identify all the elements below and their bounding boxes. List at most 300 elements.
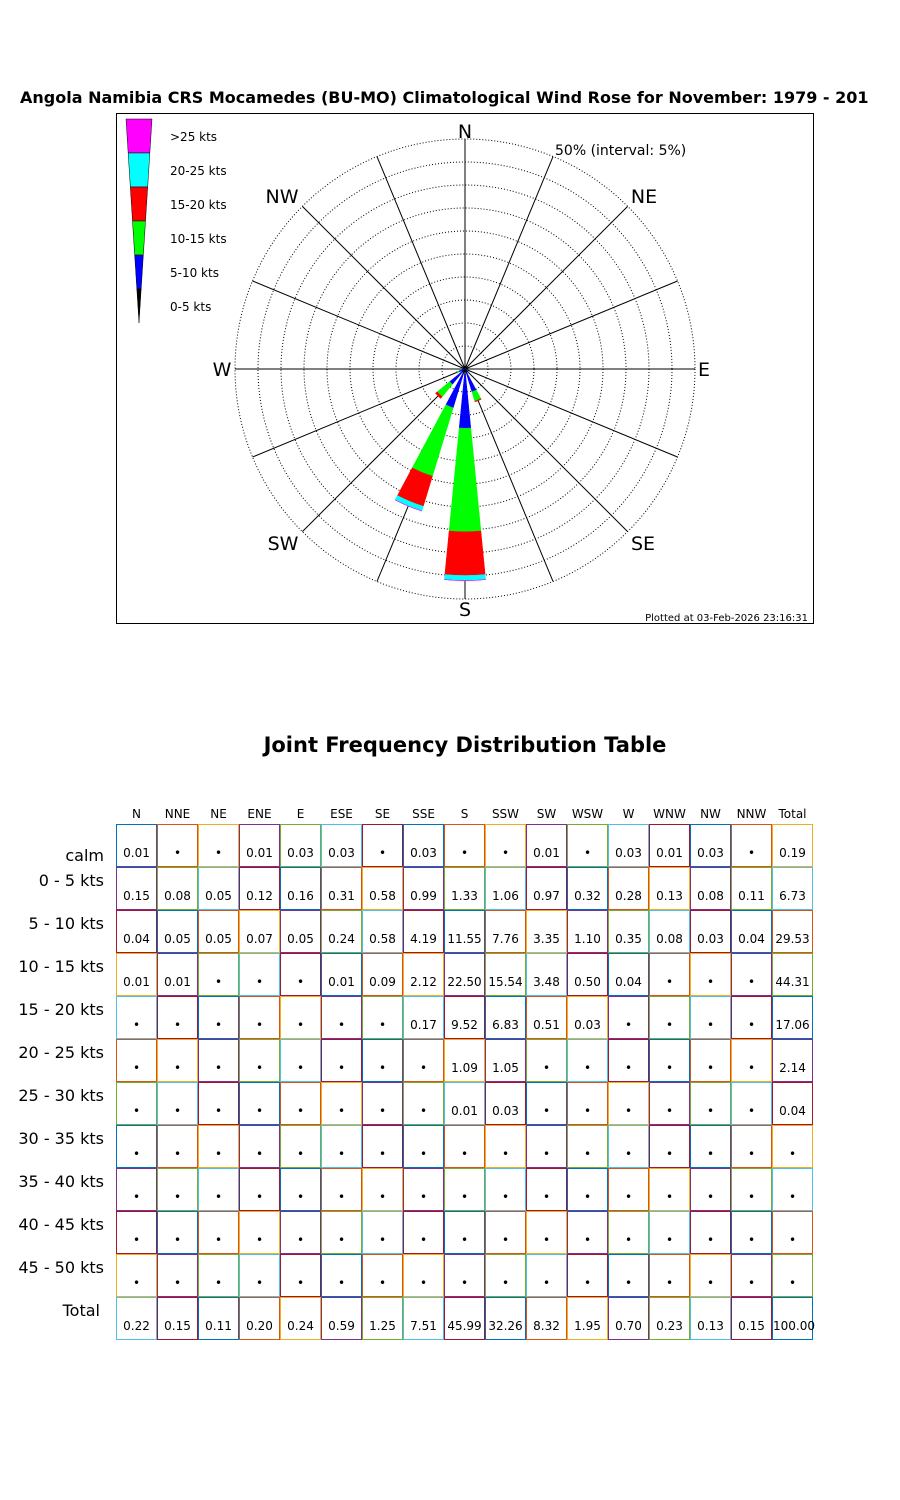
- table-cell: [772, 867, 813, 910]
- table-cell: [608, 1168, 649, 1211]
- cell-value: •: [747, 846, 756, 860]
- rose-spoke: [465, 369, 677, 457]
- table-cell: [239, 1254, 280, 1297]
- table-cell: [772, 1297, 813, 1340]
- table-cell: [157, 996, 198, 1039]
- table-cell: [772, 824, 813, 867]
- table-cell: [444, 1168, 485, 1211]
- cell-value: •: [173, 1233, 182, 1247]
- table-cell: [485, 1082, 526, 1125]
- cell-value: •: [788, 1190, 797, 1204]
- table-cell: [157, 1125, 198, 1168]
- table-cell: [362, 1039, 403, 1082]
- cell-value: 7.51: [410, 1319, 437, 1333]
- table-cell: [690, 1039, 731, 1082]
- cell-value: 9.52: [451, 1018, 478, 1032]
- compass-se: SE: [630, 533, 656, 555]
- column-header: SE: [374, 807, 391, 821]
- table-cell: [731, 910, 772, 953]
- cell-value: •: [132, 1104, 141, 1118]
- plotted-at: Plotted at 03-Feb-2026 23:16:31: [645, 613, 808, 624]
- cell-value: •: [378, 1061, 387, 1075]
- cell-value: 0.22: [123, 1319, 150, 1333]
- table-cell: [362, 1297, 403, 1340]
- cell-value: 6.73: [779, 889, 806, 903]
- cell-value: 0.01: [164, 975, 191, 989]
- table-cell: [649, 1039, 690, 1082]
- rose-spoke: [253, 281, 465, 369]
- compass-n: N: [457, 121, 473, 143]
- table-cell: [403, 1254, 444, 1297]
- cell-value: •: [583, 1276, 592, 1290]
- cell-value: 0.04: [615, 975, 642, 989]
- cell-value: 0.03: [410, 846, 437, 860]
- cell-value: •: [173, 1276, 182, 1290]
- column-header: S: [460, 807, 469, 821]
- table-cell: [567, 996, 608, 1039]
- table-cell: [649, 1297, 690, 1340]
- row-header: 40 - 45 kts: [18, 1215, 104, 1234]
- cell-value: •: [296, 1147, 305, 1161]
- table-cell: [567, 1125, 608, 1168]
- row-header: 5 - 10 kts: [28, 914, 104, 933]
- table-cell: [116, 953, 157, 996]
- table-cell: [526, 1082, 567, 1125]
- cell-value: •: [542, 1233, 551, 1247]
- table-cell: [485, 953, 526, 996]
- table-cell: [321, 1297, 362, 1340]
- table-cell: [362, 996, 403, 1039]
- table-cell: [321, 1254, 362, 1297]
- table-cell: [608, 867, 649, 910]
- table-cell: [403, 1211, 444, 1254]
- table-cell: [239, 824, 280, 867]
- table-cell: [731, 1039, 772, 1082]
- table-cell: [157, 1297, 198, 1340]
- cell-value: •: [419, 1190, 428, 1204]
- cell-value: 0.50: [574, 975, 601, 989]
- column-header: W: [622, 807, 635, 821]
- table-cell: [198, 996, 239, 1039]
- table-cell: [485, 824, 526, 867]
- table-cell: [526, 1039, 567, 1082]
- cell-value: 0.07: [246, 932, 273, 946]
- table-cell: [116, 1039, 157, 1082]
- legend-swatch: [128, 153, 150, 187]
- table-cell: [526, 1297, 567, 1340]
- table-cell: [567, 1211, 608, 1254]
- cell-value: •: [255, 1018, 264, 1032]
- cell-value: •: [296, 975, 305, 989]
- table-cell: [690, 1297, 731, 1340]
- table-cell: [444, 824, 485, 867]
- cell-value: 4.19: [410, 932, 437, 946]
- cell-value: •: [788, 1147, 797, 1161]
- cell-value: 7.76: [492, 932, 519, 946]
- cell-value: •: [337, 1061, 346, 1075]
- table-cell: [649, 910, 690, 953]
- table-cell: [608, 1297, 649, 1340]
- cell-value: 29.53: [775, 932, 810, 946]
- cell-value: •: [747, 1147, 756, 1161]
- cell-value: •: [460, 1147, 469, 1161]
- cell-value: •: [665, 1233, 674, 1247]
- table-cell: [567, 910, 608, 953]
- table-cell: [731, 1168, 772, 1211]
- cell-value: •: [706, 1147, 715, 1161]
- cell-value: •: [214, 1061, 223, 1075]
- table-cell: [157, 1254, 198, 1297]
- table-cell: [772, 1168, 813, 1211]
- legend-swatch: [133, 221, 146, 255]
- cell-value: •: [747, 975, 756, 989]
- row-header: 30 - 35 kts: [18, 1129, 104, 1148]
- table-cell: [690, 1125, 731, 1168]
- table-cell: [362, 1125, 403, 1168]
- row-header: 20 - 25 kts: [18, 1043, 104, 1062]
- table-cell: [444, 1211, 485, 1254]
- table-cell: [567, 1039, 608, 1082]
- wind-rose-title: Angola Namibia CRS Mocamedes (BU-MO) Climatological Wind Rose for November: 1979 - 201: [20, 88, 869, 107]
- table-cell: [198, 1168, 239, 1211]
- cell-value: 0.03: [615, 846, 642, 860]
- table-cell: [444, 1125, 485, 1168]
- row-header: 0 - 5 kts: [38, 871, 104, 890]
- cell-value: •: [173, 1104, 182, 1118]
- table-cell: [403, 867, 444, 910]
- table-cell: [280, 824, 321, 867]
- table-cell: [157, 1039, 198, 1082]
- table-cell: [116, 996, 157, 1039]
- cell-value: •: [378, 1276, 387, 1290]
- cell-value: •: [214, 1018, 223, 1032]
- cell-value: •: [788, 1276, 797, 1290]
- table-cell: [116, 1082, 157, 1125]
- cell-value: 0.01: [328, 975, 355, 989]
- table-cell: [403, 1125, 444, 1168]
- table-cell: [690, 910, 731, 953]
- wind-rose-chart: [116, 113, 814, 624]
- table-cell: [116, 1254, 157, 1297]
- legend-label: 10-15 kts: [170, 232, 227, 246]
- cell-value: 0.01: [123, 975, 150, 989]
- table-cell: [731, 953, 772, 996]
- cell-value: 1.33: [451, 889, 478, 903]
- cell-value: •: [747, 1018, 756, 1032]
- cell-value: 0.35: [615, 932, 642, 946]
- table-cell: [567, 953, 608, 996]
- table-cell: [772, 1039, 813, 1082]
- table-cell: [157, 1168, 198, 1211]
- cell-value: •: [214, 846, 223, 860]
- rose-spoke: [465, 281, 677, 369]
- table-cell: [608, 1211, 649, 1254]
- table-cell: [198, 824, 239, 867]
- table-cell: [649, 1168, 690, 1211]
- cell-value: 0.01: [123, 846, 150, 860]
- cell-value: 1.05: [492, 1061, 519, 1075]
- cell-value: •: [378, 1018, 387, 1032]
- cell-value: 15.54: [488, 975, 523, 989]
- legend-label: 0-5 kts: [170, 300, 212, 314]
- cell-value: •: [173, 1190, 182, 1204]
- cell-value: 0.04: [123, 932, 150, 946]
- cell-value: 0.58: [369, 889, 396, 903]
- cell-value: •: [542, 1061, 551, 1075]
- cell-value: 0.15: [164, 1319, 191, 1333]
- table-cell: [280, 1082, 321, 1125]
- table-cell: [444, 1297, 485, 1340]
- compass-nw: NW: [265, 186, 299, 208]
- cell-value: •: [501, 1190, 510, 1204]
- cell-value: •: [542, 1147, 551, 1161]
- table-cell: [321, 1125, 362, 1168]
- table-cell: [444, 1082, 485, 1125]
- table-cell: [280, 1125, 321, 1168]
- rose-spoke: [377, 157, 465, 369]
- row-header: calm: [65, 846, 104, 865]
- cell-value: 0.12: [246, 889, 273, 903]
- table-cell: [526, 910, 567, 953]
- row-header: 25 - 30 kts: [18, 1086, 104, 1105]
- table-cell: [157, 910, 198, 953]
- table-cell: [772, 1211, 813, 1254]
- table-cell: [116, 1211, 157, 1254]
- table-cell: [731, 996, 772, 1039]
- column-header: E: [296, 807, 305, 821]
- table-cell: [608, 910, 649, 953]
- table-cell: [731, 1297, 772, 1340]
- table-cell: [280, 910, 321, 953]
- cell-value: •: [255, 1233, 264, 1247]
- cell-value: •: [706, 1104, 715, 1118]
- table-cell: [690, 824, 731, 867]
- table-cell: [567, 867, 608, 910]
- table-cell: [731, 824, 772, 867]
- table-cell: [157, 1211, 198, 1254]
- cell-value: 2.12: [410, 975, 437, 989]
- cell-value: 0.19: [779, 846, 806, 860]
- cell-value: 0.58: [369, 932, 396, 946]
- cell-value: •: [501, 1233, 510, 1247]
- cell-value: 44.31: [775, 975, 810, 989]
- table-cell: [239, 1211, 280, 1254]
- table-cell: [444, 1039, 485, 1082]
- cell-value: •: [214, 1233, 223, 1247]
- cell-value: 0.70: [615, 1319, 642, 1333]
- cell-value: 0.20: [246, 1319, 273, 1333]
- table-cell: [567, 824, 608, 867]
- cell-value: •: [665, 1061, 674, 1075]
- table-cell: [649, 1211, 690, 1254]
- cell-value: •: [747, 1104, 756, 1118]
- table-cell: [116, 824, 157, 867]
- table-cell: [567, 1168, 608, 1211]
- cell-value: 0.01: [246, 846, 273, 860]
- cell-value: •: [583, 1190, 592, 1204]
- cell-value: 45.99: [447, 1319, 482, 1333]
- legend-label: 5-10 kts: [170, 266, 219, 280]
- cell-value: •: [542, 1276, 551, 1290]
- joint-frequency-table: [0, 800, 900, 1360]
- table-cell: [526, 1254, 567, 1297]
- table-cell: [731, 1211, 772, 1254]
- cell-value: 0.01: [451, 1104, 478, 1118]
- cell-value: •: [337, 1190, 346, 1204]
- cell-value: •: [214, 1276, 223, 1290]
- cell-value: 17.06: [775, 1018, 810, 1032]
- table-cell: [198, 1297, 239, 1340]
- table-cell: [526, 824, 567, 867]
- cell-value: 0.11: [738, 889, 765, 903]
- table-cell: [362, 953, 403, 996]
- table-cell: [280, 1211, 321, 1254]
- legend-swatch: [137, 289, 141, 323]
- table-cell: [239, 1297, 280, 1340]
- cell-value: 0.03: [697, 932, 724, 946]
- table-cell: [772, 910, 813, 953]
- table-cell: [690, 867, 731, 910]
- table-cell: [198, 910, 239, 953]
- table-cell: [239, 867, 280, 910]
- cell-value: 0.59: [328, 1319, 355, 1333]
- cell-value: •: [583, 846, 592, 860]
- cell-value: 0.16: [287, 889, 314, 903]
- cell-value: 0.23: [656, 1319, 683, 1333]
- table-cell: [526, 953, 567, 996]
- cell-value: 100.00: [773, 1319, 815, 1333]
- cell-value: •: [419, 1276, 428, 1290]
- cell-value: •: [706, 1190, 715, 1204]
- table-cell: [321, 1168, 362, 1211]
- cell-value: •: [624, 1147, 633, 1161]
- cell-value: 1.10: [574, 932, 601, 946]
- table-cell: [772, 1254, 813, 1297]
- column-header: WNW: [653, 807, 686, 821]
- table-cell: [157, 824, 198, 867]
- table-cell: [444, 910, 485, 953]
- cell-value: 8.32: [533, 1319, 560, 1333]
- cell-value: •: [296, 1276, 305, 1290]
- cell-value: 6.83: [492, 1018, 519, 1032]
- cell-value: •: [665, 1190, 674, 1204]
- table-cell: [690, 996, 731, 1039]
- cell-value: 11.55: [447, 932, 482, 946]
- cell-value: •: [378, 846, 387, 860]
- table-cell: [116, 1297, 157, 1340]
- table-cell: [649, 1082, 690, 1125]
- cell-value: 0.05: [205, 889, 232, 903]
- cell-value: •: [255, 1104, 264, 1118]
- table-cell: [403, 953, 444, 996]
- table-cell: [649, 1254, 690, 1297]
- cell-value: •: [296, 1233, 305, 1247]
- cell-value: •: [132, 1190, 141, 1204]
- cell-value: 1.95: [574, 1319, 601, 1333]
- cell-value: •: [255, 1190, 264, 1204]
- table-cell: [731, 1254, 772, 1297]
- cell-value: 0.03: [492, 1104, 519, 1118]
- table-cell: [362, 824, 403, 867]
- table-cell: [690, 1082, 731, 1125]
- cell-value: •: [378, 1190, 387, 1204]
- table-cell: [608, 1039, 649, 1082]
- cell-value: 1.25: [369, 1319, 396, 1333]
- table-cell: [444, 1254, 485, 1297]
- cell-value: 0.04: [738, 932, 765, 946]
- table-cell: [690, 1211, 731, 1254]
- cell-value: 2.14: [779, 1061, 806, 1075]
- cell-value: •: [624, 1018, 633, 1032]
- cell-value: •: [337, 1147, 346, 1161]
- table-cell: [280, 1254, 321, 1297]
- compass-w: W: [212, 359, 232, 381]
- table-cell: [362, 1254, 403, 1297]
- cell-value: 0.09: [369, 975, 396, 989]
- rose-legend: [126, 119, 227, 323]
- cell-value: •: [255, 1147, 264, 1161]
- cell-value: •: [706, 1061, 715, 1075]
- cell-value: 3.48: [533, 975, 560, 989]
- table-cell: [198, 953, 239, 996]
- cell-value: •: [173, 846, 182, 860]
- cell-value: •: [337, 1104, 346, 1118]
- cell-value: 32.26: [488, 1319, 523, 1333]
- table-cell: [772, 1125, 813, 1168]
- cell-value: 0.24: [328, 932, 355, 946]
- table-cell: [485, 1168, 526, 1211]
- cell-value: •: [542, 1190, 551, 1204]
- cell-value: 0.03: [574, 1018, 601, 1032]
- cell-value: 0.05: [287, 932, 314, 946]
- rose-wedge-s: [444, 575, 485, 581]
- cell-value: •: [132, 1018, 141, 1032]
- table-cell: [362, 1082, 403, 1125]
- cell-value: 0.08: [656, 932, 683, 946]
- row-header: 45 - 50 kts: [18, 1258, 104, 1277]
- cell-value: •: [706, 1276, 715, 1290]
- cell-value: •: [624, 1190, 633, 1204]
- cell-value: 0.01: [533, 846, 560, 860]
- cell-value: •: [419, 1147, 428, 1161]
- table-cell: [280, 1297, 321, 1340]
- table-cell: [321, 824, 362, 867]
- cell-value: •: [173, 1018, 182, 1032]
- table-cell: [403, 1297, 444, 1340]
- table-cell: [321, 867, 362, 910]
- table-cell: [116, 867, 157, 910]
- cell-value: •: [296, 1104, 305, 1118]
- compass-s: S: [458, 599, 472, 621]
- legend-swatch: [135, 255, 144, 289]
- table-cell: [321, 953, 362, 996]
- table-cell: [239, 953, 280, 996]
- cell-value: 0.13: [656, 889, 683, 903]
- table-cell: [198, 1254, 239, 1297]
- table-cell: [362, 1211, 403, 1254]
- column-header: ESE: [330, 807, 353, 821]
- cell-value: •: [255, 975, 264, 989]
- table-cell: [403, 1082, 444, 1125]
- table-cell: [444, 996, 485, 1039]
- table-cell: [731, 1125, 772, 1168]
- table-cell: [116, 910, 157, 953]
- table-cell: [608, 824, 649, 867]
- table-cell: [485, 1211, 526, 1254]
- rose-bars: [395, 368, 486, 581]
- table-cell: [198, 867, 239, 910]
- column-header: NE: [210, 807, 227, 821]
